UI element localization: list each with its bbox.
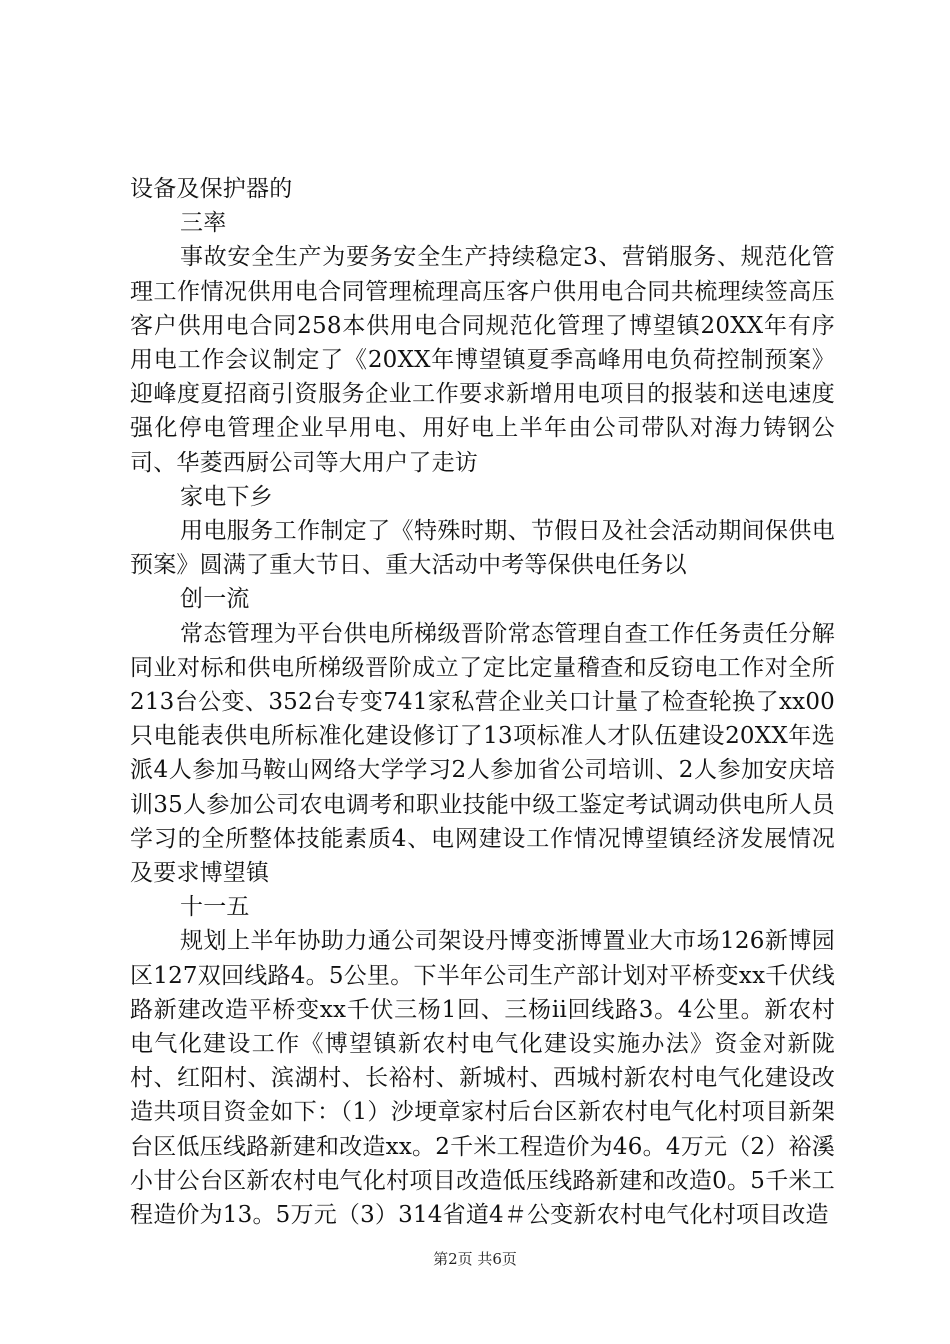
paragraph-9: 规划上半年协助力通公司架设丹博变浙博置业大市场126新博园区127双回线路4。5公里。下半年公司生产部计划对平桥变xx千伏线路新建改造平桥变xx千伏三杨1回、三杨ii回线路3。4公里。新农村电气化建设工作《博望镇新农村电气化建设实施办法》资金对新陇村、红阳村、滨湖村、长裕村、新城村、西城村新农村电气化建设改造共项目资金如下：（1）沙埂章家村后台区新农村电气化村项目新架台区低压线路新建和改造xx。2千米工程造价为46。4万元（2）裕溪小甘公台区新农村电气化村项目改造低压线路新建和改造0。5千米工程造价为13。5万元（3）314省道4＃公变新农村电气化村项目改造 — [130, 928, 835, 1229]
paragraph-4: 家电下乡 — [180, 483, 273, 510]
paragraph-1: 设备及保护器的 — [130, 176, 293, 202]
paragraph-2: 三率 — [180, 210, 227, 237]
paragraph-6: 创一流 — [180, 586, 250, 613]
paragraph-3: 事故安全生产为要务安全生产持续稳定3、营销服务、规范化管理工作情况供用电合同管理梳理高压客户供用电合同共梳理续签高压客户供用电合同258本供用电合同规范化管理了博望镇20XX年有序用电工作会议制定了《20XX年博望镇夏季高峰用电负荷控制预案》迎峰度夏招商引资服务企业工作要求新增用电项目的报装和送电速度强化停电管理企业早用电、用好电上半年由公司带队对海力铸钢公司、华菱西厨公司等大用户了走访 — [130, 244, 835, 476]
page-footer: 第2页 共6页 — [433, 1250, 517, 1268]
paragraph-5: 用电服务工作制定了《特殊时期、节假日及社会活动期间保供电预案》圆满了重大节日、重大活动中考等保供电任务以 — [130, 518, 835, 579]
paragraph-8: 十一五 — [180, 894, 250, 921]
document-body — [130, 172, 835, 1232]
paragraph-7: 常态管理为平台供电所梯级晋阶常态管理自查工作任务责任分解同业对标和供电所梯级晋阶成立了定比定量稽查和反窃电工作对全所213台公变、352台专变741家私营企业关口计量了检查轮换了xx00只电能表供电所标准化建设修订了13项标准人才队伍建设20XX年选派4人参加马鞍山网络大学学习2人参加省公司培训、2人参加安庆培训35人参加公司农电调考和职业技能中级工鉴定考试调动供电所人员学习的全所整体技能素质4、电网建设工作情况博望镇经济发展情况及要求博望镇 — [130, 620, 835, 887]
